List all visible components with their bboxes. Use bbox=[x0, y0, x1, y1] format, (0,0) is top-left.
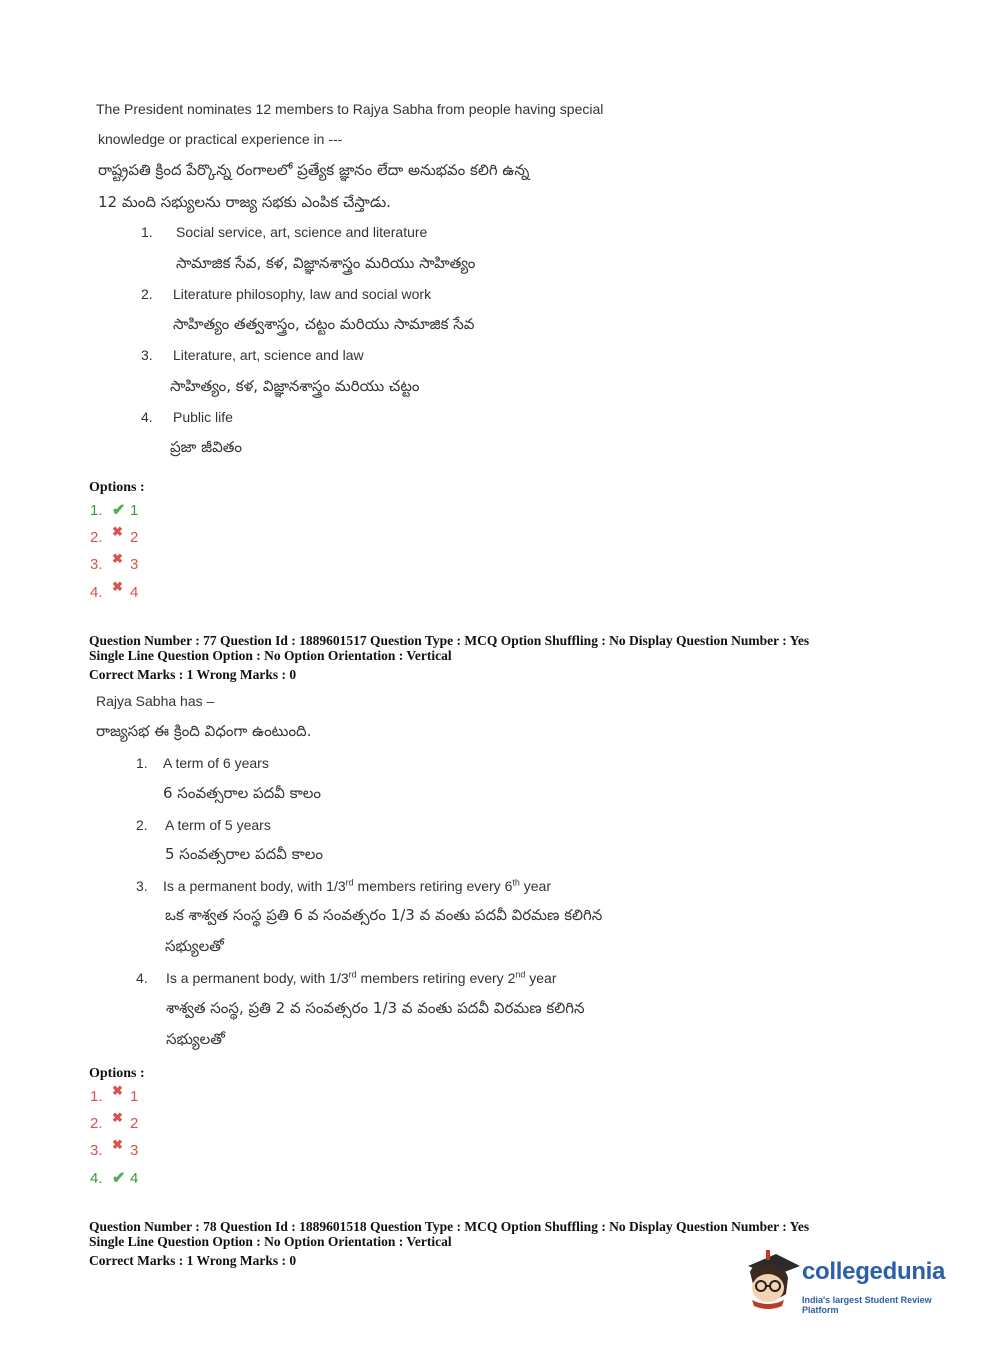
q77-choice-4-number: 4. bbox=[136, 970, 148, 986]
q77-stem-en: Rajya Sabha has – bbox=[96, 693, 215, 709]
answer-value: 4 bbox=[130, 1169, 139, 1187]
check-icon: ✔ bbox=[112, 1170, 126, 1187]
brand-tagline: India's largest Student Review Platform bbox=[802, 1295, 932, 1315]
q76-choice-3-en: Literature, art, science and law bbox=[173, 347, 364, 363]
cross-icon: ✖ bbox=[112, 524, 123, 539]
q77-meta-line1: Question Number : 77 Question Id : 1889601517 Question Type : MCQ Option Shuffling : No Display Question Number : Yes bbox=[89, 633, 810, 648]
collegedunia-logo bbox=[742, 1250, 968, 1314]
answer-number: 3. bbox=[90, 555, 103, 573]
q76-answer-2 bbox=[90, 524, 139, 547]
q76-choice-4-number: 4. bbox=[141, 409, 153, 425]
q78-meta-line1: Question Number : 78 Question Id : 1889601518 Question Type : MCQ Option Shuffling : No Display Question Number : Yes bbox=[89, 1219, 810, 1234]
check-icon: ✔ bbox=[112, 502, 126, 519]
q77-answer-3 bbox=[90, 1137, 139, 1160]
q76-choice-3-te: సాహిత్యం, కళ, విజ్ఞానశాస్త్రం మరియు చట్టం bbox=[170, 377, 420, 395]
q77-choice-1-number: 1. bbox=[136, 755, 148, 771]
q77-choice-4-te-line2: సభ్యులతో bbox=[166, 1030, 225, 1048]
cross-icon: ✖ bbox=[112, 1110, 123, 1125]
answer-value: 3 bbox=[130, 1141, 139, 1159]
q77-choice-1-te: 6 సంవత్సరాల పదవీ కాలం bbox=[163, 784, 321, 802]
q77-choice-1-en: A term of 6 years bbox=[163, 755, 269, 771]
q76-choice-3-number: 3. bbox=[141, 347, 153, 363]
q77-choice-2-te: 5 సంవత్సరాల పదవీ కాలం bbox=[165, 845, 323, 863]
q77-answer-4 bbox=[90, 1168, 138, 1188]
q78-meta-line3: Correct Marks : 1 Wrong Marks : 0 bbox=[89, 1253, 297, 1268]
q77-meta-line2: Single Line Question Option : No Option Orientation : Vertical bbox=[89, 648, 452, 663]
q77-choice-3-te-line1: ఒక శాశ్వత సంస్థ ప్రతి 6 వ సంవత్సరం 1/3 వ వంతు పదవీ విరమణ కలిగిన bbox=[165, 906, 603, 924]
q76-options-label: Options : bbox=[89, 480, 145, 495]
q77-choice-4-te-line1: శాశ్వత సంస్థ, ప్రతి 2 వ సంవత్సరం 1/3 వ వంతు పదవీ విరమణ కలిగిన bbox=[166, 999, 585, 1017]
answer-value: 2 bbox=[130, 528, 139, 546]
answer-value: 2 bbox=[130, 1114, 139, 1132]
answer-value: 3 bbox=[130, 555, 139, 573]
q76-choice-2-number: 2. bbox=[141, 286, 153, 302]
q77-options-label: Options : bbox=[89, 1066, 145, 1081]
answer-number: 2. bbox=[90, 1114, 103, 1132]
cross-icon: ✖ bbox=[112, 551, 123, 566]
q76-choice-2-te: సాహిత్యం తత్వశాస్త్రం, చట్టం మరియు సామాజిక సేవ bbox=[173, 315, 475, 333]
q77-stem-te: రాజ్యసభ ఈ క్రింది విధంగా ఉంటుంది. bbox=[96, 722, 312, 740]
answer-number: 1. bbox=[90, 1087, 103, 1105]
cross-icon: ✖ bbox=[112, 1137, 123, 1152]
q77-choice-2-number: 2. bbox=[136, 817, 148, 833]
q76-choice-1-en: Social service, art, science and literature bbox=[176, 224, 428, 240]
q76-answer-1 bbox=[90, 500, 138, 520]
q77-choice-4-en: Is a permanent body, with 1/3rd members retiring every 2nd year bbox=[166, 969, 557, 986]
answer-number: 4. bbox=[90, 583, 103, 601]
q77-answer-2 bbox=[90, 1110, 139, 1133]
q78-meta-line2: Single Line Question Option : No Option Orientation : Vertical bbox=[89, 1234, 452, 1249]
mascot-icon bbox=[742, 1250, 802, 1314]
q76-stem-te-line1: రాష్ట్రపతి క్రింద పేర్కొన్న రంగాలలో ప్రత్యేక జ్ఞానం లేదా అనుభవం కలిగి ఉన్న bbox=[98, 161, 530, 179]
answer-number: 2. bbox=[90, 528, 103, 546]
q76-choice-1-number: 1. bbox=[141, 224, 153, 240]
q77-choice-3-en: Is a permanent body, with 1/3rd members retiring every 6th year bbox=[163, 877, 551, 894]
q76-answer-3 bbox=[90, 551, 139, 574]
q76-stem-te-line2: 12 మంది సభ్యులను రాజ్య సభకు ఎంపిక చేస్తాడు. bbox=[98, 193, 391, 211]
brand-name: collegedunia bbox=[802, 1258, 946, 1285]
answer-number: 3. bbox=[90, 1141, 103, 1159]
q76-answer-4 bbox=[90, 579, 139, 602]
q76-choice-4-te: ప్రజా జీవితం bbox=[170, 438, 243, 456]
cross-icon: ✖ bbox=[112, 1083, 123, 1098]
q76-choice-4-en: Public life bbox=[173, 409, 233, 425]
answer-value: 1 bbox=[130, 501, 139, 519]
q76-stem-en-line1: The President nominates 12 members to Rajya Sabha from people having special bbox=[96, 101, 604, 117]
cross-icon: ✖ bbox=[112, 579, 123, 594]
q76-choice-1-te: సామాజిక సేవ, కళ, విజ్ఞానశాస్త్రం మరియు సాహిత్యం bbox=[176, 254, 476, 272]
q77-choice-2-en: A term of 5 years bbox=[165, 817, 271, 833]
q76-stem-en-line2: knowledge or practical experience in --- bbox=[98, 131, 343, 147]
q77-meta-line3: Correct Marks : 1 Wrong Marks : 0 bbox=[89, 667, 297, 682]
answer-number: 1. bbox=[90, 501, 103, 519]
q76-choice-2-en: Literature philosophy, law and social work bbox=[173, 286, 432, 302]
answer-number: 4. bbox=[90, 1169, 103, 1187]
q77-choice-3-number: 3. bbox=[136, 878, 148, 894]
q77-choice-3-te-line2: సభ్యులతో bbox=[165, 937, 224, 955]
answer-value: 1 bbox=[130, 1087, 139, 1105]
answer-value: 4 bbox=[130, 583, 139, 601]
q77-answer-1 bbox=[90, 1083, 139, 1106]
